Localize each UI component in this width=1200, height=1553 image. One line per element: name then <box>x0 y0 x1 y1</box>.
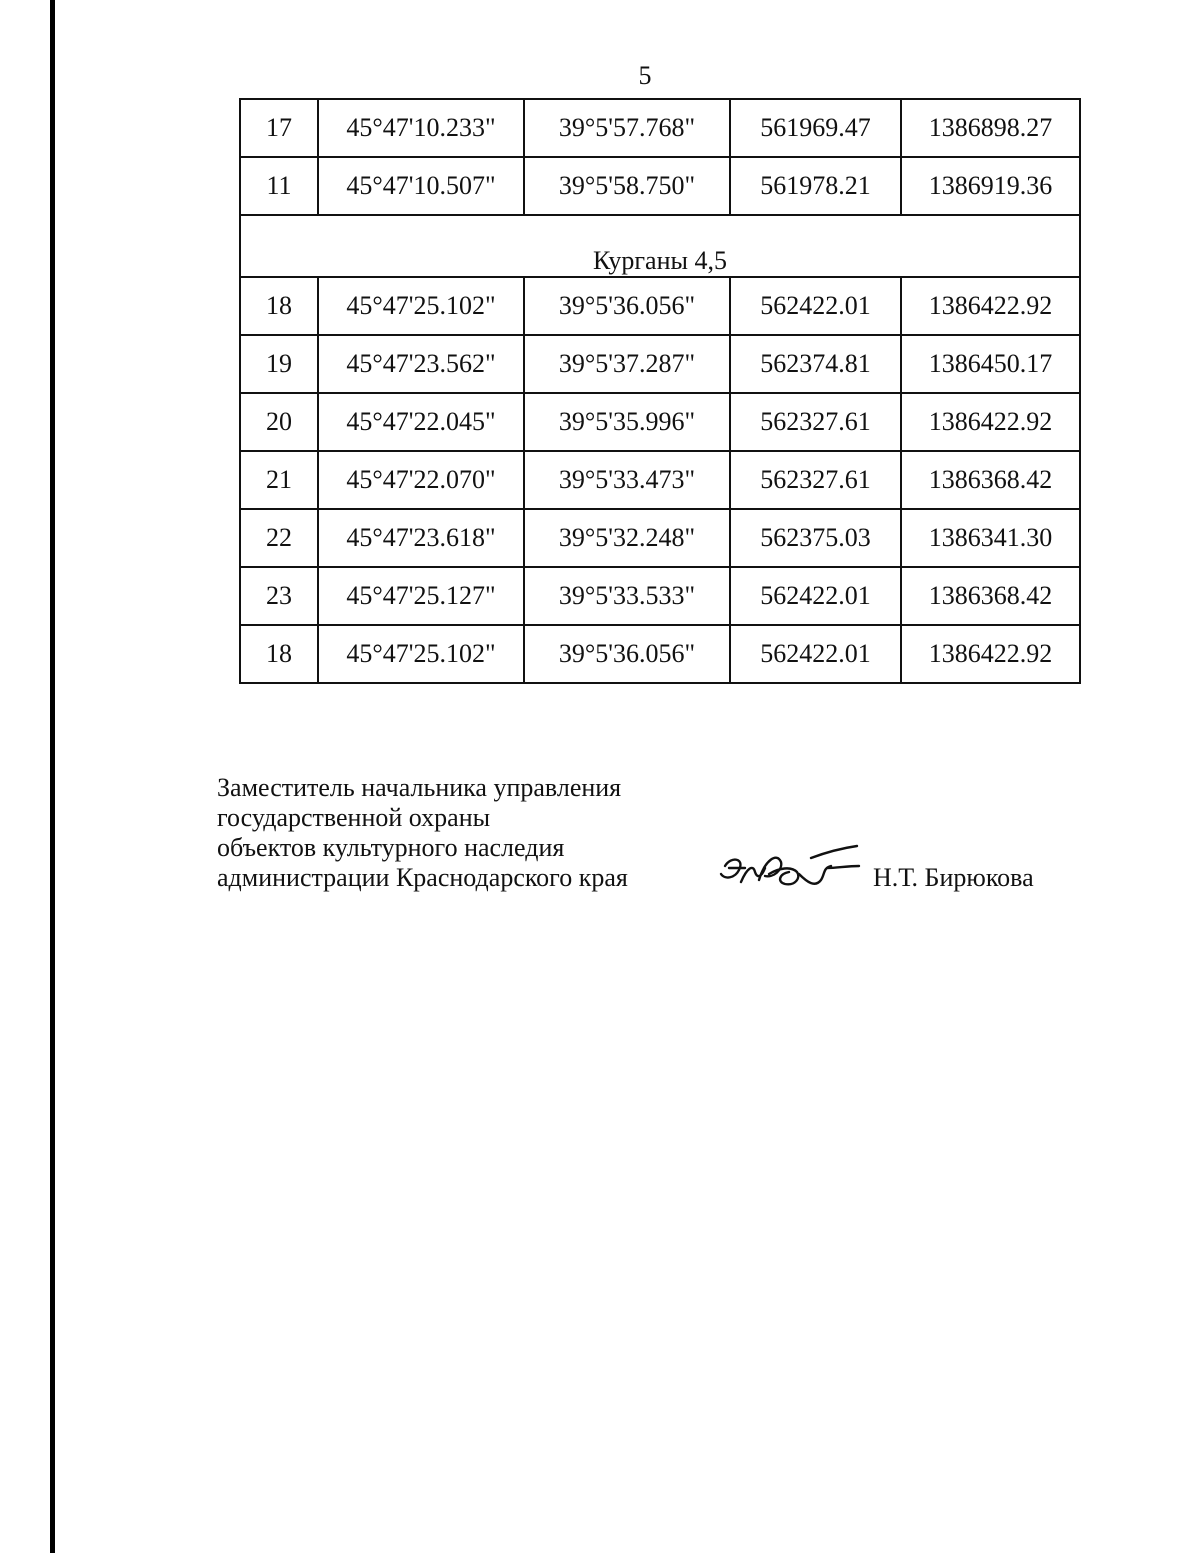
table-row <box>240 277 1080 335</box>
longitude-cell: 39°5'36.056" <box>524 625 730 683</box>
y-coordinate-cell: 1386450.17 <box>901 335 1080 393</box>
handwritten-signature <box>715 838 865 898</box>
latitude-cell: 45°47'25.127" <box>318 567 524 625</box>
longitude-cell: 39°5'33.533" <box>524 567 730 625</box>
x-coordinate-cell: 562327.61 <box>730 451 901 509</box>
page-number: 5 <box>638 61 652 90</box>
y-coordinate-cell: 1386341.30 <box>901 509 1080 567</box>
point-number-cell: 11 <box>240 157 318 215</box>
point-number-cell: 20 <box>240 393 318 451</box>
y-coordinate-cell: 1386368.42 <box>901 567 1080 625</box>
x-coordinate-cell: 561978.21 <box>730 157 901 215</box>
position-line: Заместитель начальника управления <box>217 773 622 802</box>
scan-border-line <box>50 0 55 1553</box>
longitude-cell: 39°5'32.248" <box>524 509 730 567</box>
y-coordinate-cell: 1386422.92 <box>901 625 1080 683</box>
y-coordinate-cell: 1386422.92 <box>901 277 1080 335</box>
point-number-cell: 23 <box>240 567 318 625</box>
x-coordinate-cell: 562327.61 <box>730 393 901 451</box>
y-coordinate-cell: 1386368.42 <box>901 451 1080 509</box>
longitude-cell: 39°5'36.056" <box>524 277 730 335</box>
longitude-cell: 39°5'37.287" <box>524 335 730 393</box>
latitude-cell: 45°47'25.102" <box>318 277 524 335</box>
position-line: администрации Краснодарского края <box>217 863 628 892</box>
signer-name: Н.Т. Бирюкова <box>873 863 1034 892</box>
longitude-cell: 39°5'35.996" <box>524 393 730 451</box>
longitude-cell: 39°5'58.750" <box>524 157 730 215</box>
point-number-cell: 18 <box>240 277 318 335</box>
section-title: Курганы 4,5 <box>240 215 1080 277</box>
section-header-row <box>240 215 1080 277</box>
point-number-cell: 21 <box>240 451 318 509</box>
table-row <box>240 509 1080 567</box>
x-coordinate-cell: 562422.01 <box>730 625 901 683</box>
signer-position <box>217 773 628 893</box>
x-coordinate-cell: 562422.01 <box>730 277 901 335</box>
latitude-cell: 45°47'22.045" <box>318 393 524 451</box>
table-body <box>240 99 1080 683</box>
point-number-cell: 19 <box>240 335 318 393</box>
y-coordinate-cell: 1386898.27 <box>901 99 1080 157</box>
table-row <box>240 393 1080 451</box>
position-line: объектов культурного наследия <box>217 833 565 862</box>
longitude-cell: 39°5'33.473" <box>524 451 730 509</box>
latitude-cell: 45°47'23.562" <box>318 335 524 393</box>
y-coordinate-cell: 1386422.92 <box>901 393 1080 451</box>
latitude-cell: 45°47'10.233" <box>318 99 524 157</box>
table-row <box>240 335 1080 393</box>
position-line: государственной охраны <box>217 803 491 832</box>
table-row <box>240 157 1080 215</box>
x-coordinate-cell: 562422.01 <box>730 567 901 625</box>
longitude-cell: 39°5'57.768" <box>524 99 730 157</box>
table-row <box>240 99 1080 157</box>
latitude-cell: 45°47'23.618" <box>318 509 524 567</box>
point-number-cell: 17 <box>240 99 318 157</box>
latitude-cell: 45°47'25.102" <box>318 625 524 683</box>
x-coordinate-cell: 562374.81 <box>730 335 901 393</box>
y-coordinate-cell: 1386919.36 <box>901 157 1080 215</box>
x-coordinate-cell: 561969.47 <box>730 99 901 157</box>
latitude-cell: 45°47'10.507" <box>318 157 524 215</box>
point-number-cell: 18 <box>240 625 318 683</box>
x-coordinate-cell: 562375.03 <box>730 509 901 567</box>
table-row <box>240 567 1080 625</box>
latitude-cell: 45°47'22.070" <box>318 451 524 509</box>
coordinates-table <box>239 98 1081 684</box>
table-row <box>240 625 1080 683</box>
table-row <box>240 451 1080 509</box>
point-number-cell: 22 <box>240 509 318 567</box>
